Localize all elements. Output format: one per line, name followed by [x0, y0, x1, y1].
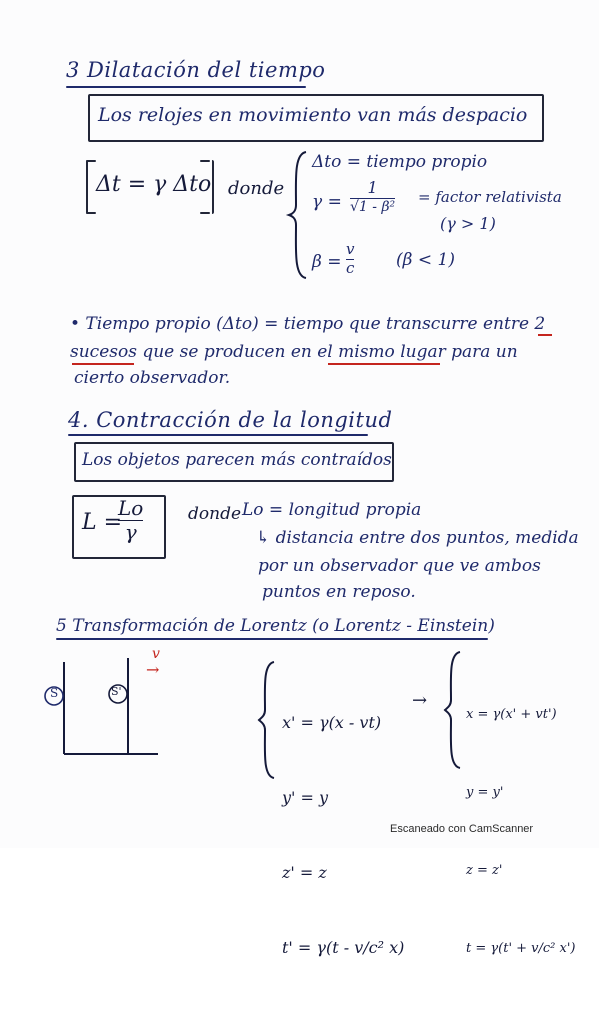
lorentz-brace-left [258, 660, 276, 780]
scanner-watermark: Escaneado con CamScanner [390, 823, 534, 835]
section4-donde: donde [188, 504, 242, 524]
section3-donde: donde [228, 178, 285, 199]
contraction-fraction: $\frac{Lo}{\gamma}$ [118, 496, 144, 544]
section5-title-underline [56, 638, 488, 640]
section4-title: 4. Contracción de la longitud [68, 408, 393, 432]
def-proper-length-line2: ↳ distancia entre dos puntos, medida [256, 528, 579, 548]
lorentz-equations-direct [282, 660, 404, 1010]
eq-z-prime: z' = z [282, 863, 327, 882]
eq-y: y = y' [466, 785, 504, 800]
eq-z: z = z' [466, 863, 503, 878]
eq-x: x = γ(x' + vt') [466, 707, 557, 722]
beta-condition: (β < 1) [396, 250, 455, 270]
eq-t-prime: t' = γ(t - v/c² x) [282, 938, 405, 957]
gamma-condition: (γ > 1) [440, 214, 496, 233]
proper-time-line3: cierto observador. [74, 368, 231, 388]
eq-t: t = γ(t' + v/c² x') [466, 941, 576, 956]
def-proper-length-line4: puntos en reposo. [262, 582, 416, 602]
eq-x-prime: x' = γ(x - vt) [282, 713, 382, 732]
velocity-label: v [152, 646, 160, 662]
contraction-formula-lhs: L = [82, 510, 123, 535]
proper-time-line1: • Tiempo propio (Δto) = tiempo que transcurre entre 2 [70, 314, 546, 334]
frame-s-prime-label: S' [111, 685, 122, 698]
beta-lhs: β = [312, 252, 342, 272]
def-proper-length: Lo = longitud propia [242, 500, 422, 520]
section5-title: 5 Transformación de Lorentz (o Lorentz - Einstein) [56, 616, 495, 636]
section3-statement: Los relojes en movimiento van más despacio [98, 104, 528, 126]
section4-statement: Los objetos parecen más contraídos [82, 450, 392, 470]
dilation-formula: Δt = γ Δto [96, 172, 212, 197]
section3-brace [288, 150, 308, 280]
section3-title: 3 Dilatación del tiempo [66, 58, 326, 82]
def-proper-length-line3: por un observador que ve ambos [258, 556, 541, 576]
gamma-definition: = factor relativista [418, 188, 562, 206]
section4-title-underline [68, 434, 368, 436]
lorentz-brace-right [444, 650, 462, 770]
gamma-lhs: γ = [312, 192, 342, 212]
proper-time-line2: sucesos que se producen en el mismo lugar para un [70, 342, 518, 362]
gamma-fraction: $\frac{1}{\text{√1 - β²}}$ [350, 178, 396, 215]
eq-y-prime: y' = y [282, 788, 329, 807]
velocity-arrow: → [146, 660, 160, 679]
beta-fraction: $\frac{v}{c}$ [346, 240, 355, 277]
reference-frames-diagram [40, 648, 160, 758]
def-proper-time: Δto = tiempo propio [312, 152, 488, 172]
section3-title-underline [66, 86, 306, 88]
frame-s-label: S [50, 686, 59, 700]
transform-arrow: → [412, 690, 428, 711]
